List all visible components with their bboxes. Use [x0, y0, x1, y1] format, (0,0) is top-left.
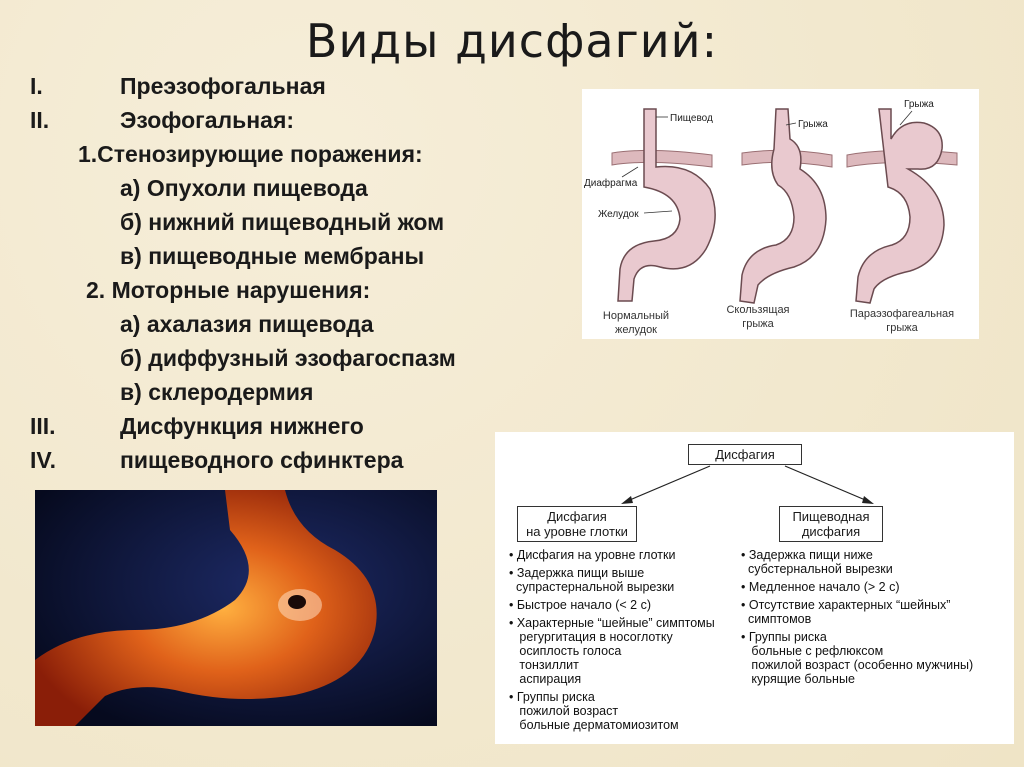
outline-item-11: III. Дисфункция нижнего: [30, 413, 364, 439]
outline-item-1: I. Преэзофогальная: [30, 73, 326, 99]
caption-normal-1: Нормальный: [602, 310, 670, 322]
outline-item-8: а) ахалазия пищевода: [120, 311, 374, 337]
stomach-diagram: [582, 89, 979, 339]
outline-item-7: 2. Моторные нарушения:: [86, 277, 371, 303]
flow-root-box: Дисфагия: [688, 444, 802, 465]
flow-left-list: [509, 548, 715, 732]
caption-para-2: грыжа: [886, 322, 918, 334]
slide-title: Виды дисфагий:: [305, 14, 719, 68]
flow-left-item-5: • Группы риска пожилой возраст больные дерматомиозитом: [509, 690, 679, 732]
outline-item-3: 1.Стенозирующие поражения:: [78, 141, 423, 167]
caption-sliding-2: грыжа: [742, 318, 774, 330]
outline-item-6: в) пищеводные мембраны: [120, 243, 425, 269]
outline-item-4: а) Опухоли пищевода: [120, 175, 368, 201]
caption-para-1: Параэзофагеальная: [849, 308, 955, 320]
flow-right-item-3: • Отсутствие характерных “шейных” симптомов: [741, 598, 951, 626]
outline-item-2: II. Эзофогальная:: [30, 107, 295, 133]
flow-right-item-2: • Медленное начало (> 2 с): [741, 580, 900, 594]
stomach-illustrations: [582, 89, 979, 339]
outline-item-9: б) диффузный эзофагоспазм: [120, 345, 456, 371]
flow-right-title: Пищеводная дисфагия: [779, 506, 883, 542]
outline-item-12: IV. пищеводного сфинктера: [30, 447, 404, 473]
caption-normal-2: желудок: [614, 324, 658, 336]
flow-left-title: Дисфагия на уровне глотки: [517, 506, 637, 542]
outline-item-5: б) нижний пищеводный жом: [120, 209, 445, 235]
outline-item-10: в) склеродермия: [120, 379, 314, 405]
label-diaphragm: Диафрагма: [584, 178, 638, 189]
flow-left-item-4: • Характерные “шейные” симптомы регургитация в носоглотку осиплость голоса тонзиллит аспирация: [509, 616, 715, 686]
label-stomach: Желудок: [598, 209, 639, 220]
stomach-photo-illustration: [35, 490, 437, 726]
dysphagia-flowchart: [495, 432, 1014, 744]
label-hernia-sliding: Грыжа: [798, 119, 828, 130]
stomach-paraesophageal-hernia: [856, 109, 944, 303]
flow-left-item-2: • Задержка пищи выше супрастернальной вырезки: [509, 566, 675, 594]
caption-sliding-1: Скользящая: [726, 304, 790, 316]
stomach-sliding-hernia: [740, 109, 826, 303]
flow-right-item-4: • Группы риска больные с рефлюксом пожилой возраст (особенно мужчины) курящие больные: [741, 630, 974, 686]
label-hernia-para: Грыжа: [904, 99, 934, 110]
label-esophagus: Пищевод: [670, 113, 713, 124]
stomach-normal: [618, 109, 715, 301]
stomach-photo: [35, 490, 437, 726]
flow-right-item-1: • Задержка пищи ниже субстернальной вырезки: [741, 548, 893, 576]
flow-left-item-3: • Быстрое начало (< 2 с): [509, 598, 652, 612]
flow-right-list: [741, 548, 973, 686]
flow-left-item-1: • Дисфагия на уровне глотки: [509, 548, 676, 562]
